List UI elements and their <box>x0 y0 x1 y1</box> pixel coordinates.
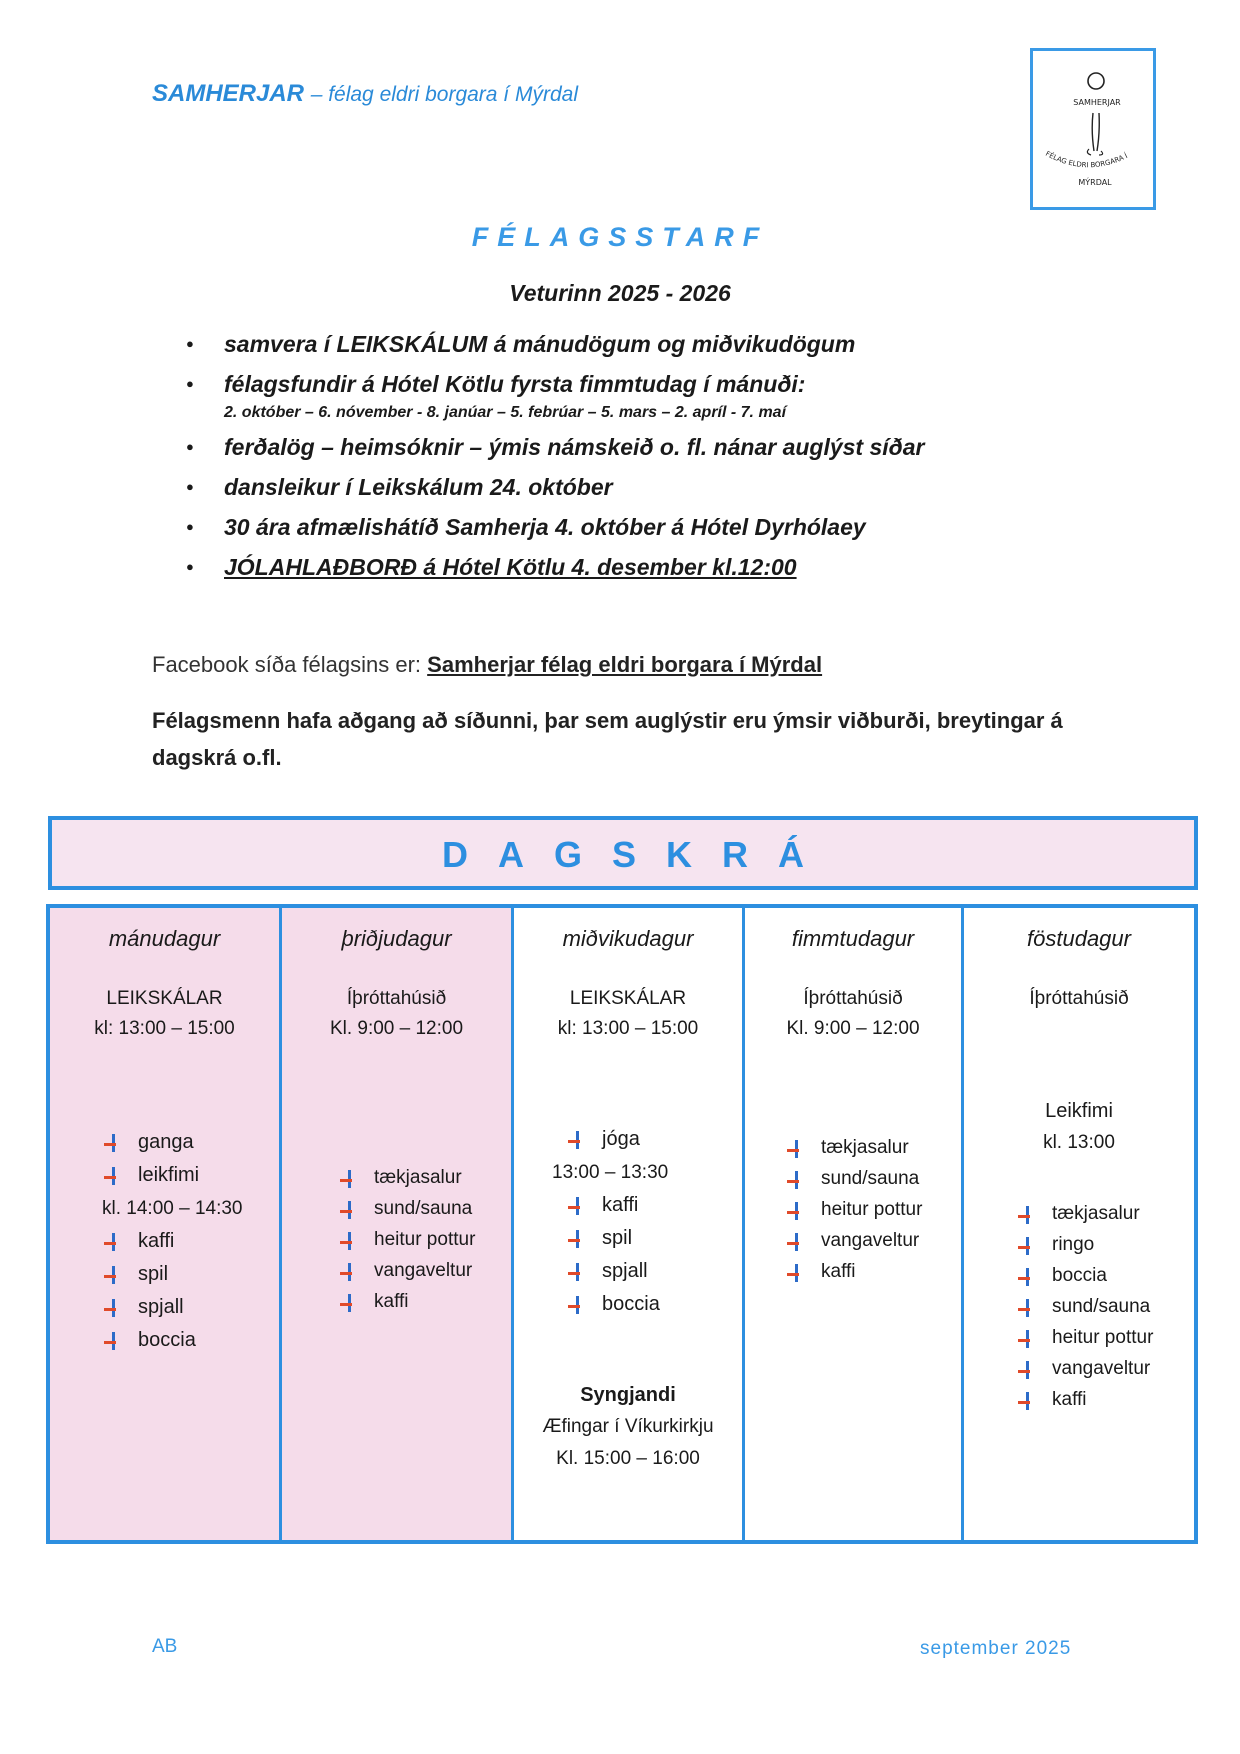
activity-label: tækjasalur <box>374 1167 462 1188</box>
activity-label: boccia <box>1052 1265 1107 1286</box>
list-item <box>1016 1198 1153 1229</box>
activity-label: tækjasalur <box>821 1137 909 1158</box>
plus-marker-icon <box>1018 1299 1036 1317</box>
location: Íþróttahúsið <box>346 988 447 1009</box>
time-range: kl: 13:00 – 15:00 <box>94 1018 235 1039</box>
list-item <box>102 1192 243 1225</box>
day-name: mánudagur <box>108 926 221 951</box>
season-subtitle: Veturinn 2025 - 2026 <box>509 280 731 306</box>
activity-label: sund/sauna <box>821 1168 920 1189</box>
activity-label: vangaveltur <box>821 1230 920 1251</box>
schedule-column-friday <box>964 908 1194 1540</box>
logo-bottom-text: MÝRDAL <box>1078 178 1112 187</box>
footer-date: september 2025 <box>920 1638 1072 1659</box>
gym-time: kl. 13:00 <box>1043 1132 1115 1153</box>
activity-label: spjall <box>138 1296 184 1318</box>
facebook-page-link[interactable]: Samherjar félag eldri borgara í Mýrdal <box>427 652 823 677</box>
list-item <box>566 1123 668 1156</box>
list-item <box>102 1225 243 1258</box>
plus-marker-icon <box>787 1140 805 1158</box>
list-item <box>1016 1322 1153 1353</box>
activity-label: kaffi <box>1052 1389 1087 1410</box>
plus-marker-icon <box>340 1201 358 1219</box>
bullet-item <box>180 370 924 427</box>
bullet-item <box>180 330 924 358</box>
list-item <box>338 1224 475 1255</box>
activity-label: heitur pottur <box>821 1199 923 1220</box>
list-item <box>1016 1291 1153 1322</box>
plus-marker-icon <box>1018 1206 1036 1224</box>
list-item <box>1016 1384 1153 1415</box>
location: LEIKSKÁLAR <box>106 988 223 1009</box>
plus-marker-icon <box>104 1167 122 1185</box>
plus-marker-icon <box>104 1299 122 1317</box>
members-note: Félagsmenn hafa aðgang að síðunni, þar sem auglýstir eru ýmsir viðburði, breytingar á dagskrá o.fl. <box>152 708 1063 770</box>
activity-label: vangaveltur <box>374 1260 473 1281</box>
activity-label: heitur pottur <box>374 1229 476 1250</box>
day-name: miðvikudagur <box>562 926 694 951</box>
list-item <box>338 1193 475 1224</box>
plus-marker-icon <box>568 1197 586 1215</box>
activity-label: boccia <box>602 1293 660 1315</box>
organization-subtitle: – félag eldri borgara í Mýrdal <box>310 83 578 106</box>
plus-marker-icon <box>568 1131 586 1149</box>
bullet-item <box>180 473 924 501</box>
bullet-text: félagsfundir á Hótel Kötlu fyrsta fimmtudag í mánuði: <box>224 371 806 397</box>
activity-label: boccia <box>138 1329 196 1351</box>
bullet-item <box>180 513 924 541</box>
list-item <box>785 1132 922 1163</box>
activity-label: spil <box>602 1227 633 1249</box>
list-item <box>102 1159 243 1192</box>
activity-label: jóga <box>602 1128 640 1150</box>
activity-list <box>1016 1198 1153 1415</box>
list-item <box>785 1194 922 1225</box>
organization-title <box>152 80 578 108</box>
day-name: þriðjudagur <box>341 926 452 951</box>
activity-label: vangaveltur <box>1052 1358 1151 1379</box>
schedule-column-tuesday <box>282 908 514 1540</box>
schedule-column-thursday <box>745 908 964 1540</box>
plus-marker-icon <box>787 1233 805 1251</box>
plus-marker-icon <box>340 1170 358 1188</box>
activity-label: kaffi <box>602 1194 639 1216</box>
plus-marker-icon <box>340 1263 358 1281</box>
organization-name: SAMHERJAR <box>152 80 305 107</box>
meeting-dates: 2. október – 6. nóvember - 8. janúar – 5. febrúar – 5. mars – 2. apríl - 7. maí <box>224 404 787 421</box>
activity-time: kl. 14:00 – 14:30 <box>102 1198 243 1219</box>
choir-name: Syngjandi <box>580 1384 676 1406</box>
list-item <box>1016 1229 1153 1260</box>
bullet-item <box>180 553 924 581</box>
activity-label: ganga <box>138 1131 194 1153</box>
plus-marker-icon <box>1018 1361 1036 1379</box>
activity-label: spil <box>138 1263 169 1285</box>
schedule-title: DAGSKRÁ <box>441 834 834 875</box>
list-item <box>1016 1260 1153 1291</box>
plus-marker-icon <box>568 1230 586 1248</box>
svg-text:FÉLAG ELDRI BORGARA Í <box>1044 150 1129 170</box>
bullet-text: 30 ára afmælishátíð Samherja 4. október á Hótel Dyrhólaey <box>224 514 866 540</box>
activity-label: sund/sauna <box>374 1198 473 1219</box>
activity-list <box>785 1132 922 1287</box>
bullet-item <box>180 433 924 461</box>
activity-label: sund/sauna <box>1052 1296 1151 1317</box>
logo-arc-text: FÉLAG ELDRI BORGARA Í <box>1044 149 1129 170</box>
page-heading: FÉLAGSSTARF <box>471 222 769 252</box>
logo-top-text: SAMHERJAR <box>1073 98 1121 107</box>
list-item <box>102 1291 243 1324</box>
bullet-text: samvera í LEIKSKÁLUM á mánudögum og miðvikudögum <box>224 331 856 357</box>
activity-label: spjall <box>602 1260 648 1282</box>
time-range: Kl. 9:00 – 12:00 <box>329 1018 464 1039</box>
activity-label: heitur pottur <box>1052 1327 1154 1348</box>
list-item <box>566 1222 668 1255</box>
time-range: Kl. 9:00 – 12:00 <box>786 1018 920 1039</box>
plus-marker-icon <box>104 1134 122 1152</box>
plus-marker-icon <box>1018 1268 1036 1286</box>
bullet-text: dansleikur í Leikskálum 24. október <box>224 474 613 500</box>
list-item <box>566 1189 668 1222</box>
activity-bullet-list <box>180 330 924 593</box>
footer-initials: AB <box>152 1636 178 1657</box>
activity-list <box>102 1126 243 1357</box>
bullet-text: ferðalög – heimsóknir – ýmis námskeið o. fl. nánar auglýst síðar <box>224 434 925 460</box>
list-item <box>1016 1353 1153 1384</box>
choir-time: Kl. 15:00 – 16:00 <box>556 1448 700 1469</box>
list-item <box>102 1324 243 1357</box>
list-item <box>552 1156 668 1189</box>
list-item <box>102 1258 243 1291</box>
list-item <box>338 1286 475 1317</box>
activity-list <box>552 1123 669 1321</box>
activity-label: leikfimi <box>138 1164 200 1186</box>
plus-marker-icon <box>104 1332 122 1350</box>
choir-practice: Æfingar í Víkurkirkju <box>542 1416 714 1437</box>
plus-marker-icon <box>340 1294 358 1312</box>
list-item <box>566 1255 668 1288</box>
activity-label: tækjasalur <box>1052 1203 1140 1224</box>
plus-marker-icon <box>104 1266 122 1284</box>
location: LEIKSKÁLAR <box>569 988 687 1009</box>
plus-marker-icon <box>1018 1237 1036 1255</box>
plus-marker-icon <box>787 1171 805 1189</box>
facebook-prefix: Facebook síða félagsins er: <box>152 652 422 677</box>
activity-list <box>338 1162 475 1317</box>
facebook-info <box>152 652 822 678</box>
activity-time: 13:00 – 13:30 <box>552 1162 669 1183</box>
activity-label: kaffi <box>821 1261 856 1282</box>
list-item <box>566 1288 668 1321</box>
plus-marker-icon <box>340 1232 358 1250</box>
plus-marker-icon <box>787 1202 805 1220</box>
list-item <box>785 1256 922 1287</box>
gym-label: Leikfimi <box>1045 1100 1113 1122</box>
list-item <box>785 1163 922 1194</box>
weekly-schedule <box>46 904 1198 1544</box>
location: Íþróttahúsið <box>1029 988 1129 1009</box>
plus-marker-icon <box>568 1263 586 1281</box>
day-name: fimmtudagur <box>791 926 915 951</box>
schedule-column-monday <box>50 908 282 1540</box>
list-item <box>338 1162 475 1193</box>
plus-marker-icon <box>568 1296 586 1314</box>
day-name: föstudagur <box>1027 926 1131 951</box>
plus-marker-icon <box>1018 1392 1036 1410</box>
plus-marker-icon <box>104 1233 122 1251</box>
schedule-banner <box>48 816 1198 890</box>
bullet-text: JÓLAHLAÐBORÐ á Hótel Kötlu 4. desember kl.12:00 <box>224 554 797 580</box>
plus-marker-icon <box>787 1264 805 1282</box>
list-item <box>785 1225 922 1256</box>
activity-label: kaffi <box>138 1230 175 1252</box>
list-item <box>102 1126 243 1159</box>
activity-label: ringo <box>1052 1234 1095 1255</box>
schedule-column-wednesday <box>514 908 745 1540</box>
location: Íþróttahúsið <box>803 988 903 1009</box>
logo-graphic <box>1033 51 1153 207</box>
plus-marker-icon <box>1018 1330 1036 1348</box>
organization-logo <box>1030 48 1156 210</box>
time-range: kl: 13:00 – 15:00 <box>557 1018 699 1039</box>
list-item <box>338 1255 475 1286</box>
activity-label: kaffi <box>374 1291 409 1312</box>
